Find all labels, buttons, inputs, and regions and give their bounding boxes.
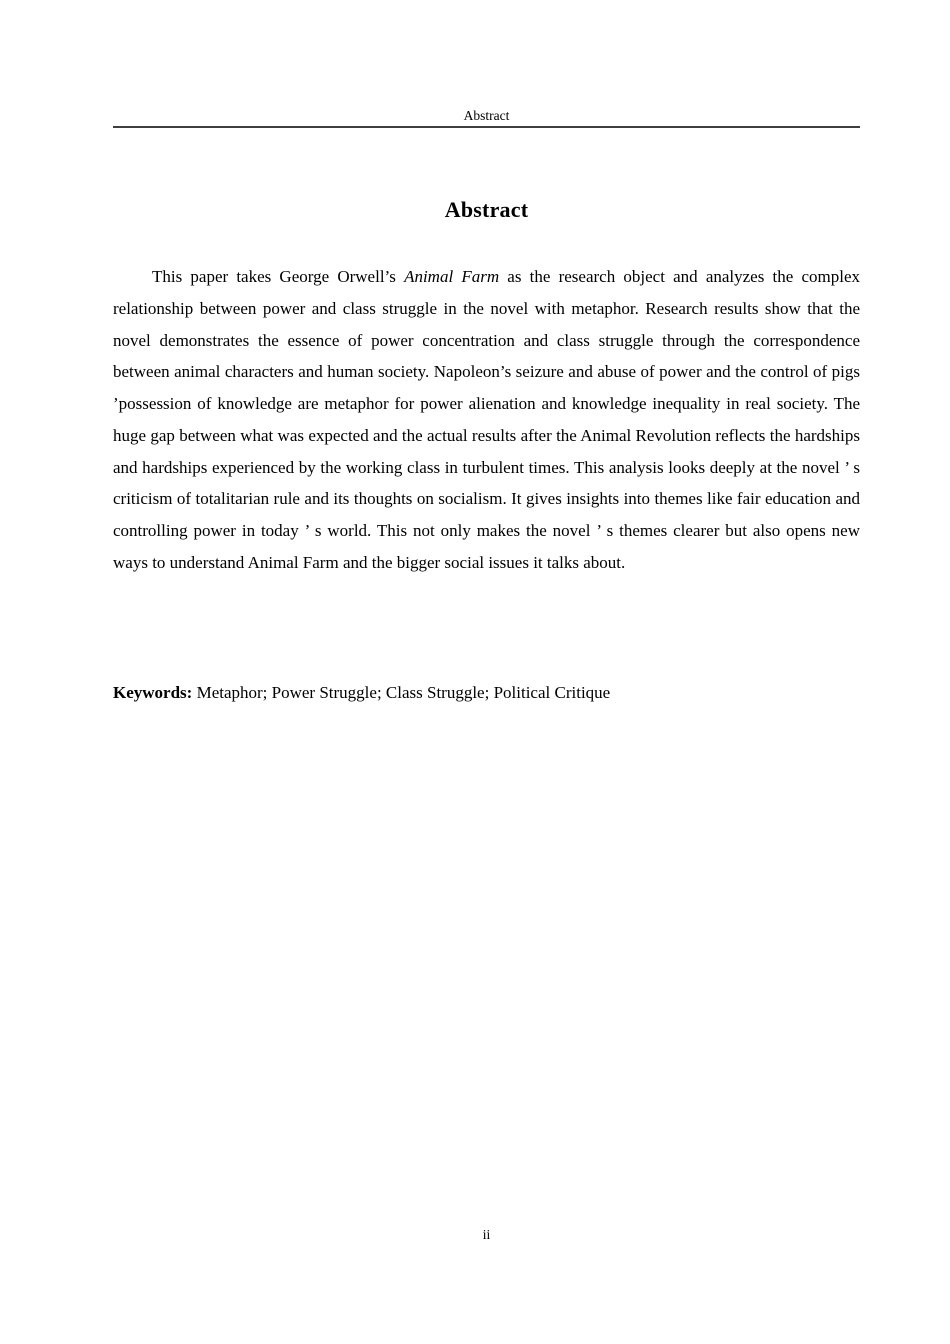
header-rule [113, 126, 860, 128]
running-head: Abstract [463, 108, 510, 123]
abstract-paragraph: This paper takes George Orwell’s Animal Farm as the research object and analyzes the complex relationship between power and class struggle in the novel with metaphor. Research results show that the novel demonstrates the essence of power concentration and class struggle through the correspondence between animal characters and human society. Napoleon’s seizure and abuse of power and the control of pigs ’possession of knowledge are metaphor for power alienation and knowledge inequality in real society. The huge gap between what was expected and the actual results after the Animal Revolution reflects the hardships and hardships experienced by the working class in turbulent times. This analysis looks deeply at the novel ’ s criticism of totalitarian rule and its thoughts on socialism. It gives insights into themes like fair education and controlling power in today ’ s world. This not only makes the novel ’ s themes clearer but also opens new ways to understand Animal Farm and the bigger social issues it talks about. [113, 267, 860, 572]
page-number: ii [482, 1227, 491, 1242]
keywords-line [113, 679, 860, 707]
page-title: Abstract [444, 197, 529, 222]
keywords-text: Metaphor; Power Struggle; Class Struggle; Political Critique [196, 683, 611, 702]
keywords-label: Keywords: [113, 683, 197, 702]
